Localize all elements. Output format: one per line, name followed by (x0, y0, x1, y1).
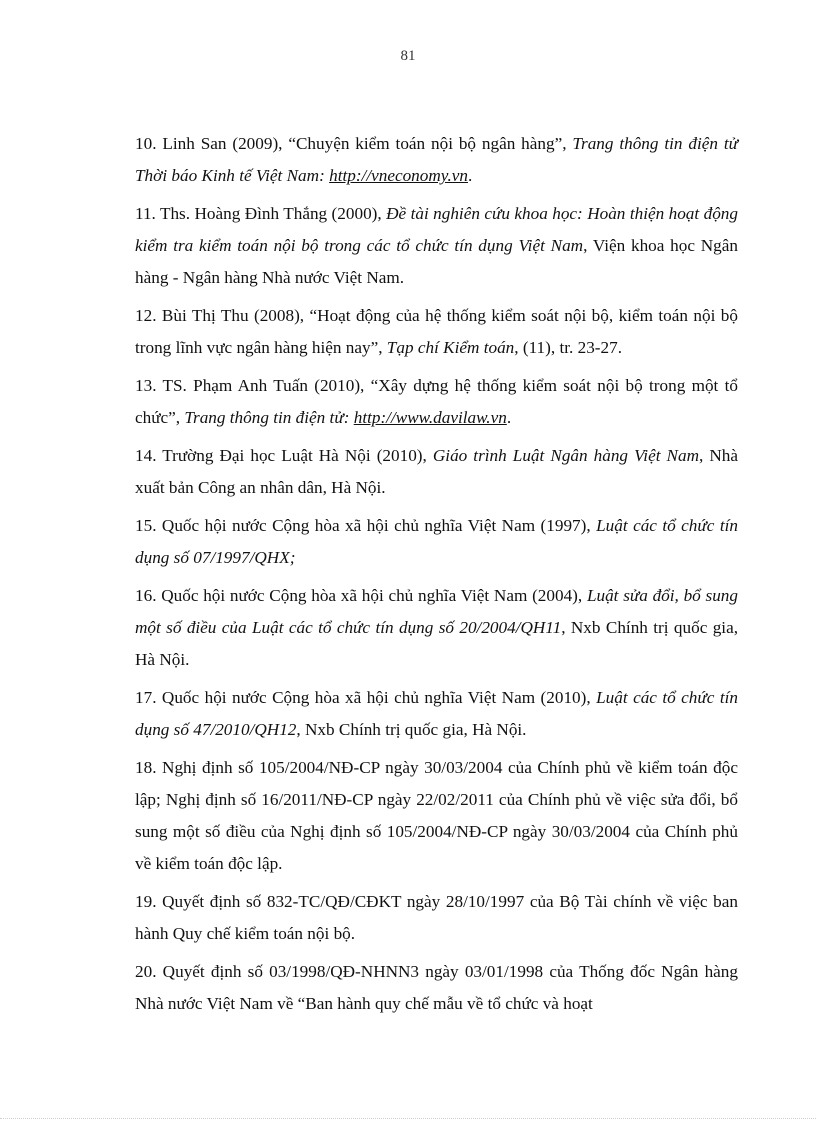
reference-text: . (467, 166, 473, 185)
reference-text: 16. Quốc hội nước Cộng hòa xã hội chủ nghĩa Việt Nam (2004), (135, 586, 587, 605)
reference-link[interactable]: http://www.davilaw.vn (353, 408, 507, 427)
reference-item (135, 370, 738, 434)
reference-item (135, 198, 738, 294)
reference-item (135, 956, 738, 1020)
reference-italic-title: Tạp chí Kiểm toán (386, 338, 515, 357)
reference-text: 11. Ths. Hoàng Đình Thắng (2000), (135, 204, 387, 223)
reference-italic-title: Đề tài nghiên cứu khoa học: Hoàn thiện hoạt động kiểm tra kiểm toán nội bộ trong các tổ chức tín dụng Việt Nam (135, 204, 738, 255)
reference-text: , (11), tr. 23-27. (514, 338, 623, 357)
reference-italic-title: Luật các tổ chức tín dụng số 07/1997/QHX; (135, 516, 738, 567)
reference-item (135, 128, 738, 192)
reference-text: 10. Linh San (2009), “Chuyện kiểm toán nội bộ ngân hàng”, (135, 134, 573, 153)
reference-italic-title: Luật sửa đổi, bổ sung một số điều của Luật các tổ chức tín dụng số 20/2004/QH11 (135, 586, 738, 637)
reference-item (135, 440, 738, 504)
reference-italic-title: Luật các tổ chức tín dụng số 47/2010/QH12 (135, 688, 738, 739)
reference-link[interactable]: http://vneconomy.vn (329, 166, 468, 185)
reference-text: 13. TS. Phạm Anh Tuấn (2010), “Xây dựng hệ thống kiểm soát nội bộ trong một tổ chức”, (135, 376, 738, 427)
reference-text: 18. Nghị định số 105/2004/NĐ-CP ngày 30/03/2004 của Chính phủ về kiểm toán độc lập; Nghị định số 16/2011/NĐ-CP ngày 22/02/2011 của Chính phủ về việc sửa đổi, bổ sung một số điều của Nghị định số 105/2004/NĐ-CP ngày 30/03/2004 của Chính phủ về kiểm toán độc lập. (135, 758, 738, 873)
reference-item (135, 682, 738, 746)
reference-text: 12. Bùi Thị Thu (2008), “Hoạt động của hệ thống kiểm soát nội bộ, kiểm toán nội bộ trong lĩnh vực ngân hàng hiện nay”, (135, 306, 738, 357)
reference-italic-title: Trang thông tin điện tử: (184, 408, 354, 427)
page-bottom-rule (0, 1118, 816, 1119)
reference-item (135, 300, 738, 364)
reference-text: 20. Quyết định số 03/1998/QĐ-NHNN3 ngày 03/01/1998 của Thống đốc Ngân hàng Nhà nước Việt Nam về “Ban hành quy chế mẫu về tổ chức và hoạt (135, 962, 738, 1013)
reference-text: 17. Quốc hội nước Cộng hòa xã hội chủ nghĩa Việt Nam (2010), (135, 688, 597, 707)
reference-italic-title: Trang thông tin điện tử Thời báo Kinh tế Việt Nam: (135, 134, 738, 185)
reference-item (135, 510, 738, 574)
reference-text: , Nhà xuất bản Công an nhân dân, Hà Nội. (135, 446, 738, 497)
reference-text: 15. Quốc hội nước Cộng hòa xã hội chủ nghĩa Việt Nam (1997), (135, 516, 597, 535)
reference-text: , Viện khoa học Ngân hàng - Ngân hàng Nhà nước Việt Nam. (135, 236, 738, 287)
reference-item (135, 580, 738, 676)
reference-italic-title: Giáo trình Luật Ngân hàng Việt Nam (432, 446, 700, 465)
reference-item (135, 886, 738, 950)
page-number: 81 (400, 48, 416, 64)
reference-text: 14. Trường Đại học Luật Hà Nội (2010), (135, 446, 433, 465)
reference-text: , Nxb Chính trị quốc gia, Hà Nội. (296, 720, 527, 739)
reference-item (135, 752, 738, 880)
reference-text: 19. Quyết định số 832-TC/QĐ/CĐKT ngày 28/10/1997 của Bộ Tài chính về việc ban hành Quy chế kiểm toán nội bộ. (135, 892, 738, 943)
reference-text: , Nxb Chính trị quốc gia, Hà Nội. (135, 618, 738, 669)
reference-list (135, 128, 738, 1026)
reference-text: . (506, 408, 512, 427)
